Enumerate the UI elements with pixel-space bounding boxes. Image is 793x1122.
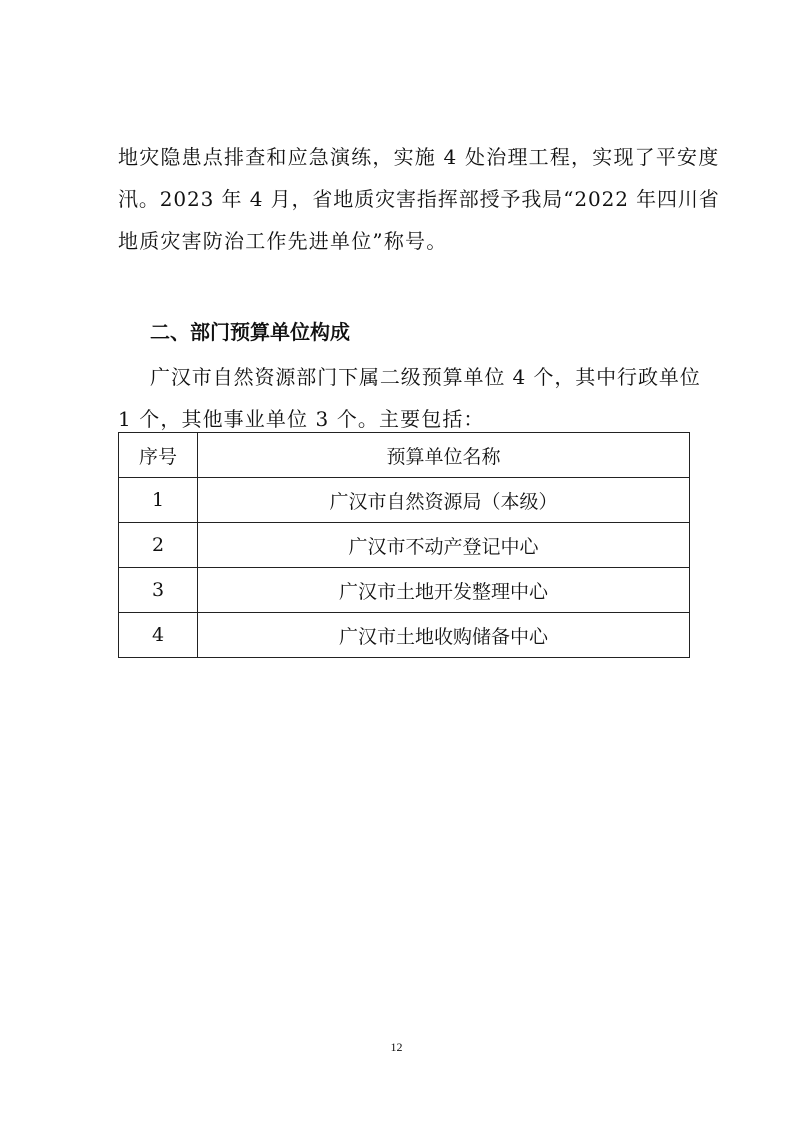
composition-paragraph [118, 356, 701, 440]
cell-unit-name: 广汉市自然资源局（本级） [198, 478, 690, 523]
paragraph-line: 地质灾害防治工作先进单位”称号。 [118, 229, 448, 253]
budget-units-table [118, 432, 690, 658]
cell-number: 3 [119, 568, 198, 613]
cell-number: 1 [119, 478, 198, 523]
cell-number: 4 [119, 613, 198, 658]
table-row [119, 523, 690, 568]
header-cell-number: 序号 [119, 433, 198, 478]
paragraph-line: 汛。2023 年 4 月，省地质灾害指挥部授予我局“2022 年四川省 [118, 187, 720, 211]
cell-unit-name: 广汉市土地开发整理中心 [198, 568, 690, 613]
table-row [119, 478, 690, 523]
cell-unit-name: 广汉市不动产登记中心 [198, 523, 690, 568]
table-row [119, 568, 690, 613]
section-heading: 二、部门预算单位构成 [150, 320, 350, 344]
paragraph-line: 广汉市自然资源部门下属二级预算单位 4 个，其中行政单位 [150, 365, 701, 389]
header-cell-unit-name: 预算单位名称 [198, 433, 690, 478]
table-row [119, 613, 690, 658]
paragraph-line: 地灾隐患点排查和应急演练，实施 4 处治理工程，实现了平安度 [118, 145, 720, 169]
intro-paragraph [118, 136, 720, 262]
page-number: 12 [390, 1040, 403, 1054]
cell-unit-name: 广汉市土地收购储备中心 [198, 613, 690, 658]
cell-number: 2 [119, 523, 198, 568]
paragraph-line: 1 个，其他事业单位 3 个。主要包括： [118, 407, 485, 431]
table-header-row [119, 433, 690, 478]
